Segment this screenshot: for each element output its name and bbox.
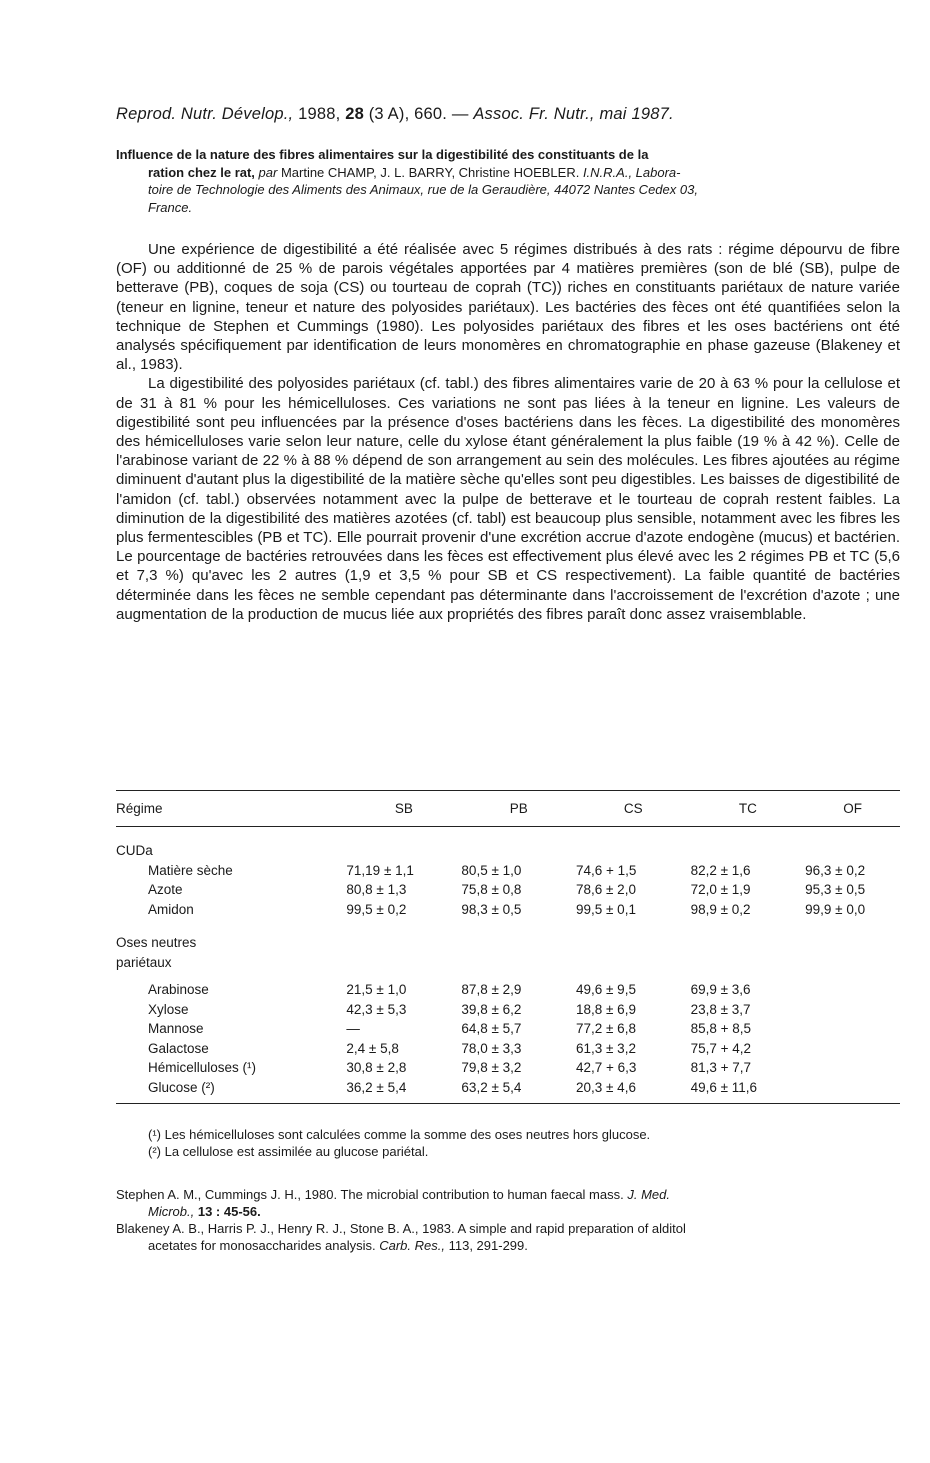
- table-cell: 42,7 + 6,3: [576, 1060, 637, 1075]
- row-label: Amidon: [148, 901, 194, 917]
- header-regime: Régime: [116, 791, 346, 827]
- table-cell: 23,8 ± 3,7: [690, 1001, 751, 1017]
- section-row: [116, 841, 900, 861]
- journal-header: [116, 105, 674, 124]
- abstract-title-line1: Influence de la nature des fibres alimentaires sur la digestibilité des constituants de la: [116, 147, 649, 162]
- table-cell: 96,3 ± 0,2: [805, 862, 866, 878]
- table-cell: 85,8 + 8,5: [690, 1021, 752, 1036]
- abstract-title-block: [116, 146, 900, 216]
- table-cell: 64,8 ± 5,7: [461, 1021, 522, 1036]
- abstract-affiliation-line3: toire de Technologie des Aliments des Animaux, rue de la Geraudière, 44072 Nantes Cedex 03,: [148, 182, 698, 197]
- row-label: Hémicelluloses (¹): [148, 1060, 257, 1075]
- table-cell: 80,8 ± 1,3: [346, 882, 407, 897]
- row-label: Azote: [148, 882, 183, 897]
- paragraph-2: La digestibilité des polyosides pariétaux (cf. tabl.) des fibres alimentaires varie de 20 à 63 % pour la cellulose et de 31 à 81 % pour les hémicelluloses. Ces variations ne sont pas liées à la teneur en lignine. Les valeurs de digestibilité sont peu influencées par la présence d'oses bactériens dans les fèces. La digestibilité des monomères des hémicelluloses varie selon leur nature, celle du xylose étant généralement la plus faible (19 % à 42 %). Celle de l'arabinose variant de 22 % à 88 % dépend de son arrangement au sein des molécules. Les fibres ajoutées au régime diminuent d'autant plus la digestibilité de la matière sèche qu'elles sont peu digestibles. Les baisses de digestibilité de l'amidon (cf. tabl.) observées notamment avec la pulpe de betterave et le tourteau de coprah restent faibles. La diminution de la digestibilité des matières azotées (cf. tabl) est beaucoup plus sensible, notamment avec les fibres les plus fermentescibles (PB et TC). Elle pourrait provenir d'une excrétion accrue d'azote endogène (mucus) et bactérien. Le pourcentage de bactéries retrouvées dans les fèces est effectivement plus élevé avec les 2 régimes PB et TC (5,6 et 7,3 %) qu'avec les 2 autres (1,9 et 3,5 % pour SB et CS respectivement). La faible quantité de bactéries déterminée dans les fèces ne semble cependant pas déterminante dans l'accroissement de l'excrétion d'azote ; une augmentation de la production de mucus liée aux propriétés des fibres paraît donc assez vraisemblable.: [116, 375, 900, 623]
- table-cell: 42,3 ± 5,3: [346, 1001, 407, 1017]
- reference-2-line2: acetates for monosaccharides analysis.: [148, 1238, 380, 1253]
- table-cell: [805, 1039, 900, 1059]
- table-cell: 61,3 ± 3,2: [576, 1040, 636, 1056]
- body-text: [116, 240, 900, 624]
- results-table: [116, 790, 900, 1097]
- row-label: Arabinose: [148, 982, 209, 997]
- footnote-1: (¹) Les hémicelluloses sont calculées comme la somme des oses neutres hors glucose.: [148, 1127, 651, 1142]
- table-cell: 79,8 ± 3,2: [461, 1060, 522, 1075]
- reference-2-line1: Blakeney A. B., Harris P. J., Henry R. J., Stone B. A., 1983. A simple and rapid preparation of alditol: [116, 1221, 686, 1236]
- table-cell: 98,9 ± 0,2: [690, 901, 751, 917]
- reference-1-line1: Stephen A. M., Cummings J. H., 1980. The microbial contribution to human faecal mass.: [116, 1187, 628, 1202]
- table-bottom-rule: [116, 1103, 900, 1104]
- table-row: [116, 880, 900, 900]
- table-cell: 82,2 ± 1,6: [690, 862, 751, 878]
- spacer-row: [116, 972, 900, 980]
- reference-2: [116, 1220, 900, 1254]
- reference-2-volume: 113, 291-299.: [444, 1238, 528, 1253]
- journal-year: 1988,: [293, 105, 346, 123]
- footnote-2: (²) La cellulose est assimilée au glucose pariétal.: [148, 1144, 429, 1159]
- table-cell: 99,5 ± 0,1: [576, 901, 636, 917]
- header-tc: TC: [691, 791, 806, 827]
- abstract-title-line2: [116, 164, 900, 182]
- table-cell: 18,8 ± 6,9: [576, 1001, 636, 1017]
- header-of: OF: [805, 791, 900, 827]
- table-row: [116, 1078, 900, 1098]
- journal-volume: 28: [345, 105, 364, 123]
- footnotes: [148, 1126, 900, 1160]
- section-cuda: CUDa: [116, 843, 153, 858]
- table-cell: [805, 1078, 900, 1098]
- table-cell: [805, 1019, 900, 1039]
- row-label: Mannose: [148, 1021, 204, 1036]
- header-sb: SB: [346, 791, 461, 827]
- abstract-affiliation: I.N.R.A., Labora-: [582, 164, 681, 180]
- reference-2-cont: [116, 1237, 900, 1254]
- abstract-affiliation-line4: France.: [148, 199, 193, 215]
- table-row: [116, 861, 900, 881]
- table-cell: 81,3 + 7,7: [690, 1060, 752, 1075]
- reference-1-volume: 13 : 45-56.: [194, 1204, 261, 1219]
- table-cell: 78,0 ± 3,3: [461, 1040, 522, 1056]
- section-oses-line2: pariétaux: [116, 954, 172, 970]
- table-cell: 49,6 ± 9,5: [576, 982, 636, 997]
- row-label: Galactose: [148, 1040, 209, 1056]
- section-row: [116, 953, 900, 973]
- table-cell: 39,8 ± 6,2: [461, 1001, 522, 1017]
- table-cell: 72,0 ± 1,9: [690, 882, 751, 897]
- reference-1: [116, 1186, 900, 1220]
- abstract-par: par: [254, 164, 281, 180]
- table-cell: 20,3 ± 4,6: [576, 1079, 636, 1095]
- spacer-row: [116, 919, 900, 933]
- journal-name: Reprod. Nutr. Dévelop.,: [116, 105, 294, 123]
- table-row: [116, 1000, 900, 1020]
- paragraph-1: Une expérience de digestibilité a été réalisée avec 5 régimes distribués à des rats : régime dépourvu de fibre (OF) ou additionné de 25 % de parois végétales apportées par 4 matières premières (son de blé (SB), pulpe de betterave (PB), coques de soja (CS) ou tourteau de coprah (TC)) riches en constituants pariétaux de nature variée (teneur en lignine, teneur et nature des polyosides pariétaux). Les bactéries des fèces ont été quantifiées selon la technique de Stephen et Cummings (1980). Les polyosides pariétaux des fibres et les oses bactériens ont été analysés spécifiquement par identification de leurs monomères en chromatographie en phase gazeuse (Blakeney et al., 1983).: [116, 241, 900, 374]
- section-oses-line1: Oses neutres: [116, 935, 197, 950]
- table-cell: 98,3 ± 0,5: [461, 901, 522, 917]
- table-row: [116, 900, 900, 920]
- reference-1-journal: J. Med.: [627, 1187, 670, 1202]
- table-header-row: [116, 791, 900, 827]
- table-cell: 36,2 ± 5,4: [346, 1079, 407, 1095]
- table-row: [116, 1019, 900, 1039]
- journal-meeting: Assoc. Fr. Nutr., mai 1987.: [473, 105, 674, 123]
- table-cell: —: [346, 1021, 360, 1036]
- table-row: [116, 1039, 900, 1059]
- reference-2-journal: Carb. Res.,: [379, 1238, 445, 1253]
- table-cell: 71,19 ± 1,1: [346, 862, 414, 878]
- table-cell: 87,8 ± 2,9: [461, 982, 522, 997]
- table-cell: 2,4 ± 5,8: [346, 1040, 399, 1056]
- table-cell: 69,9 ± 3,6: [690, 982, 751, 997]
- table-cell: 95,3 ± 0,5: [805, 882, 866, 897]
- table-cell: [805, 980, 900, 1000]
- table-cell: 21,5 ± 1,0: [346, 982, 407, 997]
- table-cell: 74,6 + 1,5: [576, 862, 637, 878]
- header-cs: CS: [576, 791, 691, 827]
- table-cell: 30,8 ± 2,8: [346, 1060, 407, 1075]
- table-cell: 63,2 ± 5,4: [461, 1079, 522, 1095]
- reference-1-journal-cont: Microb.,: [148, 1204, 195, 1219]
- table-cell: 49,6 ± 11,6: [690, 1079, 758, 1095]
- spacer-row: [116, 827, 900, 842]
- reference-1-cont: [116, 1203, 900, 1220]
- table-cell: [805, 1058, 900, 1078]
- header-pb: PB: [461, 791, 576, 827]
- abstract-title-bold: ration chez le rat,: [148, 164, 255, 180]
- table-cell: 99,9 ± 0,0: [805, 901, 866, 917]
- table-cell: 77,2 ± 6,8: [576, 1021, 636, 1036]
- journal-issue-page: (3 A), 660. —: [363, 105, 474, 123]
- row-label: Matière sèche: [148, 862, 233, 878]
- table-row: [116, 1058, 900, 1078]
- row-label: Glucose (²): [148, 1079, 215, 1095]
- row-label: Xylose: [148, 1001, 189, 1017]
- table-row: [116, 980, 900, 1000]
- references: [116, 1186, 900, 1254]
- table-cell: 99,5 ± 0,2: [346, 901, 407, 917]
- table-cell: 75,8 ± 0,8: [461, 882, 522, 897]
- table-cell: 80,5 ± 1,0: [461, 862, 522, 878]
- abstract-authors: Martine CHAMP, J. L. BARRY, Christine HOEBLER.: [280, 164, 583, 180]
- table-cell: 75,7 + 4,2: [690, 1040, 752, 1056]
- table-cell: [805, 1000, 900, 1020]
- section-row: [116, 933, 900, 953]
- table-cell: 78,6 ± 2,0: [576, 882, 636, 897]
